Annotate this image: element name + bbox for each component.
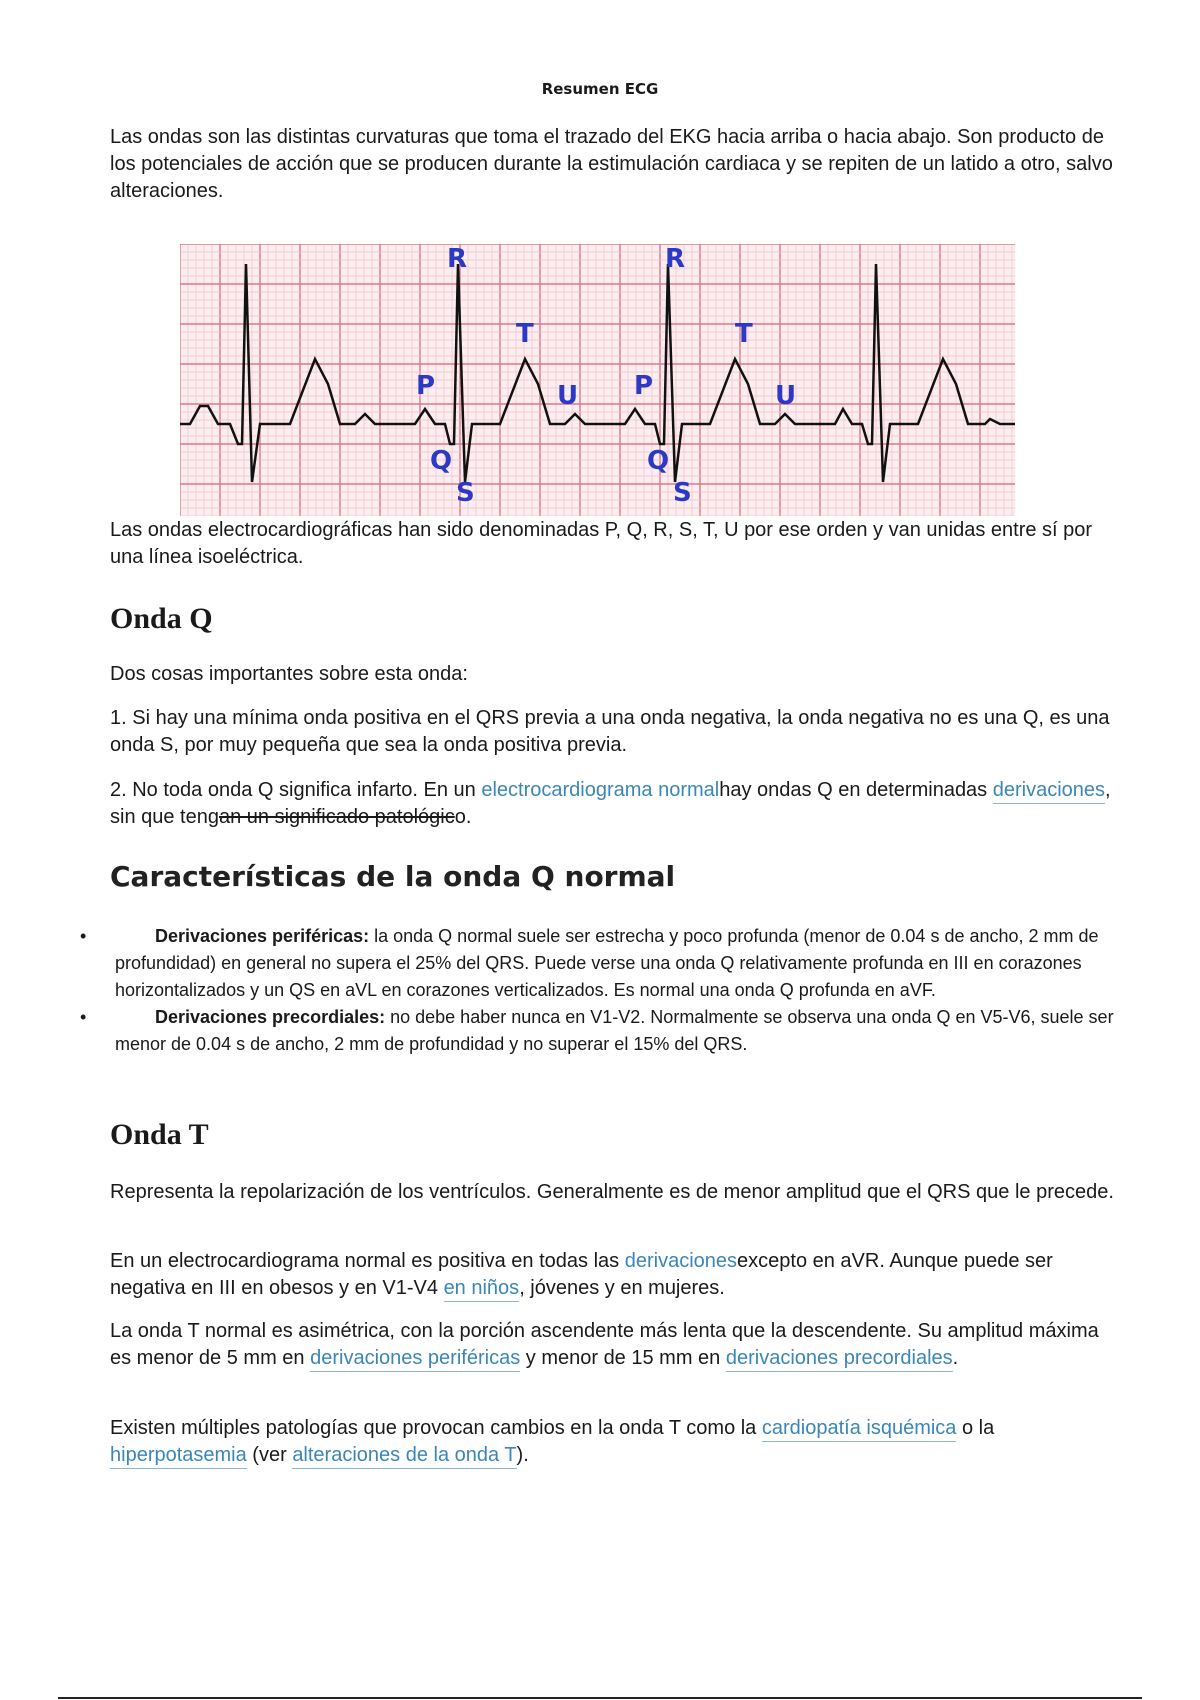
list-item bbox=[80, 923, 1120, 1004]
text-run: Existen múltiples patologías que provocan cambios en la onda T como la bbox=[110, 1417, 762, 1439]
onda-t-paragraph-2 bbox=[110, 1248, 1120, 1302]
bullet-text: la onda Q normal suele ser estrecha y poco profunda (menor de 0.04 s de ancho, 2 mm de profundidad) en general no supera el 25% del QRS. Puede verse una onda Q relativamente profunda en III en corazones horizontalizados y un QS en aVL en corazones verticalizados. Es normal una onda Q profunda en aVF. bbox=[115, 926, 1099, 1000]
link-derivaciones[interactable]: derivaciones bbox=[624, 1250, 738, 1272]
text-run: o la bbox=[956, 1417, 995, 1439]
link-derivaciones-perifericas[interactable]: derivaciones periféricas bbox=[310, 1347, 520, 1372]
ecg-label-t1: T bbox=[516, 319, 534, 349]
ecg-label-p2: P bbox=[634, 371, 654, 401]
intro-paragraph: Las ondas son las distintas curvaturas que toma el trazado del EKG hacia arriba o hacia abajo. Son producto de los potenciales de acción que se producen durante la estimulación cardiaca y se repiten de un latido a otro, salvo alteraciones. bbox=[110, 126, 1113, 202]
section-heading-onda-q: Onda Q bbox=[110, 602, 213, 635]
text-run: y menor de 15 mm en bbox=[520, 1347, 726, 1369]
ecg-label-s1: S bbox=[456, 478, 475, 508]
section-heading-q-normal: Características de la onda Q normal bbox=[110, 860, 676, 893]
struck-text: an un significado patológic bbox=[218, 806, 455, 828]
text-run: excepto en aVR. Aunque puede ser negativa en III en obesos y en V1-V4 bbox=[110, 1250, 1053, 1299]
ecg-label-s2: S bbox=[673, 478, 692, 508]
ecg-figure bbox=[180, 244, 1015, 516]
bullet-lead: Derivaciones periféricas: bbox=[155, 926, 370, 946]
ecg-label-p1: P bbox=[416, 371, 436, 401]
ecg-diagram bbox=[180, 244, 1015, 516]
ecg-label-t2: T bbox=[735, 319, 753, 349]
section-heading-onda-t: Onda T bbox=[110, 1118, 209, 1151]
onda-t-paragraph-4 bbox=[110, 1415, 1120, 1469]
q-normal-bullet-list bbox=[80, 923, 1120, 1058]
text-run: (ver bbox=[246, 1444, 293, 1466]
ecg-label-u1: U bbox=[557, 381, 579, 411]
text-run: 2. No toda onda Q significa infarto. En un bbox=[110, 779, 482, 801]
link-derivaciones-precordiales[interactable]: derivaciones precordiales bbox=[726, 1347, 953, 1372]
link-hiperpotasemia[interactable]: hiperpotasemia bbox=[110, 1444, 247, 1469]
ecg-label-q2: Q bbox=[647, 446, 670, 476]
onda-q-point-2 bbox=[110, 777, 1120, 831]
footer-divider bbox=[58, 1697, 1142, 1699]
link-alteraciones-onda-t[interactable]: alteraciones de la onda T bbox=[292, 1444, 516, 1469]
text-run: La onda T normal es asimétrica, con la porción ascendente más lenta que la descendente. Su amplitud máxima es menor de 5 mm en bbox=[110, 1320, 1099, 1369]
link-electrocardiograma-normal[interactable]: electrocardiograma normal bbox=[481, 779, 720, 801]
onda-t-paragraph-3 bbox=[110, 1318, 1120, 1372]
link-en-ninos[interactable]: en niños bbox=[444, 1277, 520, 1302]
onda-q-point-1: 1. Si hay una mínima onda positiva en el QRS previa a una onda negativa, la onda negativa no es una Q, es una onda S, por muy pequeña que sea la onda positiva previa. bbox=[110, 707, 1110, 756]
text-run: En un electrocardiograma normal es positiva en todas las bbox=[110, 1250, 625, 1272]
ecg-label-r2: R bbox=[665, 244, 686, 274]
document-title: Resumen ECG bbox=[541, 80, 659, 98]
link-cardiopatia-isquemica[interactable]: cardiopatía isquémica bbox=[762, 1417, 957, 1442]
text-run: ). bbox=[516, 1444, 529, 1466]
text-run: , jóvenes y en mujeres. bbox=[519, 1277, 725, 1299]
ecg-label-u2: U bbox=[775, 381, 797, 411]
bullet-lead: Derivaciones precordiales: bbox=[155, 1007, 386, 1027]
ecg-label-q1: Q bbox=[430, 446, 453, 476]
ecg-label-r1: R bbox=[447, 244, 468, 274]
onda-t-paragraph-1: Representa la repolarización de los ventrículos. Generalmente es de menor amplitud que el QRS que le precede. bbox=[110, 1181, 1114, 1203]
link-derivaciones[interactable]: derivaciones bbox=[993, 779, 1105, 804]
list-item bbox=[80, 1004, 1120, 1058]
text-run: hay ondas Q en determinadas bbox=[719, 779, 993, 801]
ecg-caption: Las ondas electrocardiográficas han sido denominadas P, Q, R, S, T, U por ese orden y van unidas entre sí por una línea isoeléctrica. bbox=[110, 519, 1093, 568]
bullet-icon: • bbox=[80, 1007, 87, 1027]
text-run: , sin que teng bbox=[110, 779, 1111, 828]
bullet-text: no debe haber nunca en V1-V2. Normalmente se observa una onda Q en V5-V6, suele ser menor de 0.04 s de ancho, 2 mm de profundidad y no superar el 15% del QRS. bbox=[115, 1007, 1114, 1054]
bullet-icon: • bbox=[80, 926, 87, 946]
text-run: . bbox=[952, 1347, 959, 1369]
text-run: o. bbox=[454, 806, 472, 828]
onda-q-intro: Dos cosas importantes sobre esta onda: bbox=[110, 663, 468, 685]
